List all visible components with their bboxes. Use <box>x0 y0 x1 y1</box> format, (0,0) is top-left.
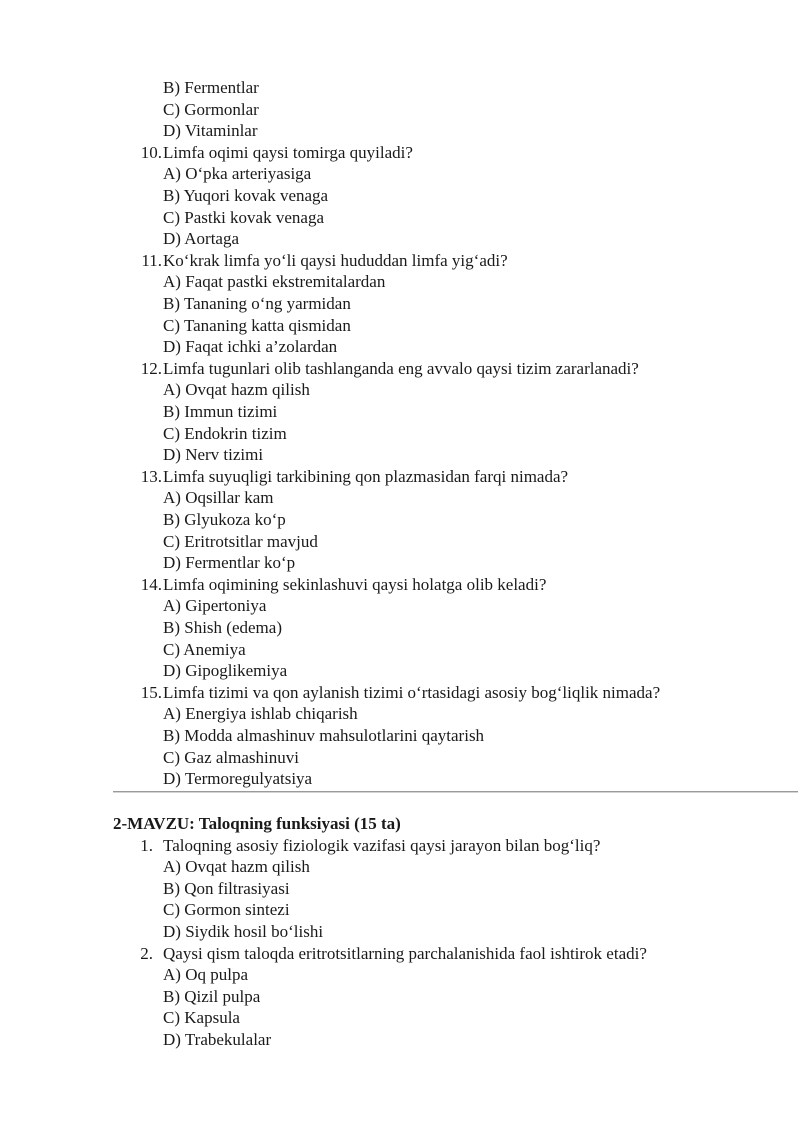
question-number: 1. <box>140 835 153 855</box>
answer-option: A) Gipertoniya <box>163 596 267 616</box>
answer-option: A) Ovqat hazm qilish <box>163 380 310 400</box>
question-text: Qaysi qism taloqda eritrotsitlarning parchalanishida faol ishtirok etadi? <box>163 943 647 963</box>
question-text: Limfa tizimi va qon aylanish tizimi o‘rtasidagi asosiy bog‘liqlik nimada? <box>163 682 661 702</box>
question-number: 14. <box>140 574 162 594</box>
answer-option: D) Termoregulyatsiya <box>163 769 313 789</box>
answer-option: A) Ovqat hazm qilish <box>163 857 310 877</box>
answer-option: C) Anemiya <box>163 639 246 659</box>
answer-option: B) Modda almashinuv mahsulotlarini qaytarish <box>163 726 485 745</box>
answer-option: A) Faqat pastki ekstremitalardan <box>163 272 386 292</box>
question-number: 13. <box>140 466 162 486</box>
question-text: Ko‘krak limfa yo‘li qaysi hududdan limfa yig‘adi? <box>163 250 508 270</box>
answer-option: B) Shish (edema) <box>163 618 282 637</box>
answer-option: B) Glyukoza ko‘p <box>163 510 286 529</box>
answer-option: A) Energiya ishlab chiqarish <box>163 704 358 724</box>
answer-option: C) Gaz almashinuvi <box>163 747 299 767</box>
answer-option: D) Gipoglikemiya <box>163 661 288 681</box>
question-text: Limfa tugunlari olib tashlanganda eng avvalo qaysi tizim zararlanadi? <box>163 358 639 378</box>
answer-option: B) Immun tizimi <box>163 402 278 421</box>
question-number: 15. <box>140 682 162 702</box>
question-text: Limfa oqimining sekinlashuvi qaysi holatga olib keladi? <box>163 574 547 594</box>
question-text: Limfa suyuqligi tarkibining qon plazmasidan farqi nimada? <box>163 466 569 486</box>
answer-option: B) Fermentlar <box>163 78 259 97</box>
answer-option: A) Oqsillar kam <box>163 488 274 508</box>
answer-option: C) Endokrin tizim <box>163 423 287 443</box>
answer-option: D) Trabekulalar <box>163 1030 272 1049</box>
section-title: 2-MAVZU: Taloqning funksiyasi (15 ta) <box>113 814 401 833</box>
answer-option: C) Tananing katta qismidan <box>163 315 351 335</box>
answer-option: D) Fermentlar ko‘p <box>163 553 296 573</box>
answer-option: D) Faqat ichki a’zolardan <box>163 337 338 357</box>
answer-option: D) Siydik hosil bo‘lishi <box>163 922 324 941</box>
question-number: 10. <box>140 142 162 162</box>
question-number: 12. <box>140 358 162 378</box>
question-text: Limfa oqimi qaysi tomirga quyiladi? <box>163 142 413 162</box>
question-number: 11. <box>141 250 162 270</box>
answer-option: D) Nerv tizimi <box>163 445 264 465</box>
answer-option: C) Gormonlar <box>163 99 259 119</box>
question-text: Taloqning asosiy fiziologik vazifasi qaysi jarayon bilan bog‘liq? <box>163 835 601 855</box>
answer-option: D) Vitaminlar <box>163 121 258 141</box>
answer-option: B) Yuqori kovak venaga <box>163 186 329 205</box>
answer-option: B) Qizil pulpa <box>163 986 261 1006</box>
answer-option: A) O‘pka arteriyasiga <box>163 164 312 184</box>
answer-option: B) Qon filtrasiyasi <box>163 878 290 898</box>
answer-option: B) Tananing o‘ng yarmidan <box>163 294 351 313</box>
question-number: 2. <box>140 943 153 963</box>
answer-option: C) Eritrotsitlar mavjud <box>163 531 318 551</box>
answer-option: A) Oq pulpa <box>163 965 248 985</box>
section-divider <box>113 791 798 793</box>
answer-option: C) Pastki kovak venaga <box>163 207 324 227</box>
answer-option: D) Aortaga <box>163 229 240 249</box>
answer-option: C) Kapsula <box>163 1008 240 1028</box>
answer-option: C) Gormon sintezi <box>163 900 290 920</box>
